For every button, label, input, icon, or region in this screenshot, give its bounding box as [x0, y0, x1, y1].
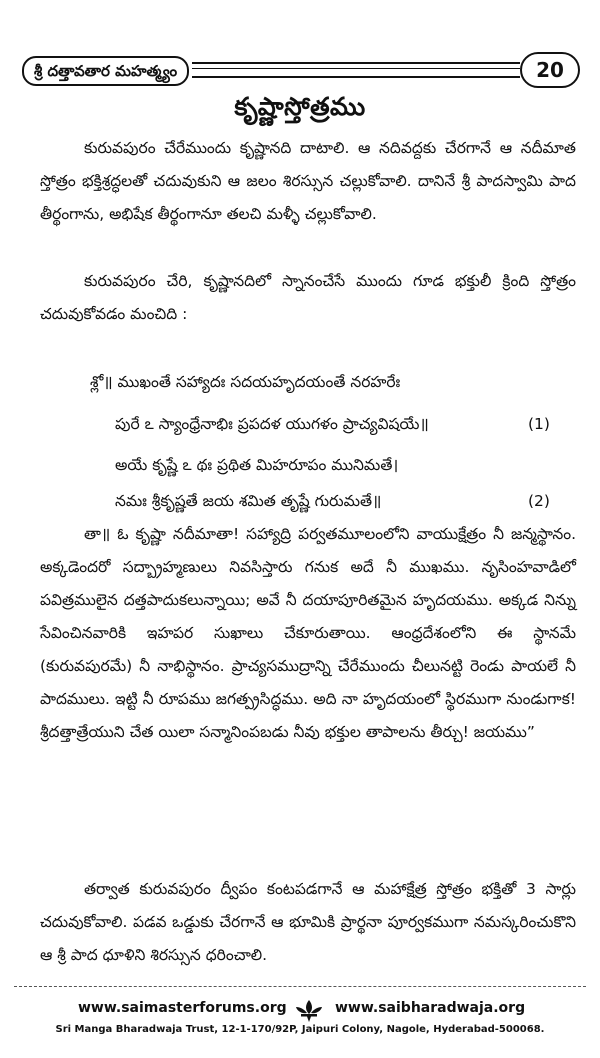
fleur-de-lis-icon: [292, 998, 326, 1024]
page-number: 20: [520, 52, 580, 88]
page-header: [22, 52, 580, 88]
paragraph-3: తా॥ ఓ కృష్ణా నదీమాతా! సహ్యాద్రి పర్వతమూలంలోని వాయుక్షేత్రం నీ జన్మస్థానం. అక్కడెందరో సద్బ్రాహ్మణులు నివసిస్తారు గనుక అదే నీ ముఖము. నృసింహవాడిలో పవిత్రములైన దత్తపాదుకలున్నాయి; అవే నీ దయాపూరితమైన హృదయము. అక్కడ నిన్ను సేవించినవారికి ఇహపర సుఖాలు చేకూరుతాయి. ఆంధ్రదేశంలోని ఈ స్థానమే (కురువపురమే) నీ నాభిస్థానం. ప్రాచ్యసముద్రాన్ని చేరేముందు చీలునట్టి రెండు పాయలే నీ పాదములు. ఇట్టి నీ రూపము జగత్ప్రసిద్ధము. అది నా హృదయంలో స్థిరముగా నుండుగాక! శ్రీదత్తాత్రేయుని చేత యిలా సన్మానింపబడు నీవు భక్తుల తాపాలను తీర్చు! జయము”: [40, 525, 576, 741]
book-title: శ్రీ దత్తావతార మహత్మ్యం: [22, 56, 189, 86]
chapter-title: కృష్ణాస్తోత్రము: [234, 92, 366, 121]
site-link-right[interactable]: www.saibharadwaja.org: [335, 1000, 526, 1016]
shloka-number-1: (1): [528, 415, 550, 433]
paragraph-4: తర్వాత కురువపురం ద్వీపం కంటపడగానే ఆ మహాక్షేత్ర స్తోత్రం భక్తితో 3 సార్లు చదువుకోవాలి. పడవ ఒడ్డుకు చేరగానే ఆ భూమికి ప్రార్థనా పూర్వకముగా నమస్కరించుకొని ఆ శ్రీ పాద ధూళిని శిరస్సున ధరించాలి.: [40, 880, 576, 964]
footer-rule: [14, 986, 586, 987]
header-rule: [192, 62, 520, 78]
site-link-left[interactable]: www.saimasterforums.org: [78, 1000, 287, 1016]
shloka-line-3: అయే కృష్ణే ఽ థః ప్రథిత మిహరూపం మునిమతే।: [115, 456, 399, 474]
footer-links: [0, 1000, 600, 1022]
shloka-line-2: పురే ఽ స్యాంధ్రేనాభిః ప్రపదళ యుగళం ప్రాచ్యవిషయే॥: [115, 415, 429, 433]
shloka-number-2: (2): [528, 492, 550, 510]
trust-address: Sri Manga Bharadwaja Trust, 12-1-170/92P, Jaipuri Colony, Nagole, Hyderabad-500068.: [55, 1024, 545, 1035]
shloka-line-1: శ్లో॥ ముఖంతే సహ్యాదః సదయహృదయంతే నరహరేః: [90, 373, 401, 391]
paragraph-1: కురువపురం చేరేముందు కృష్ణానది దాటాలి. ఆ నదివద్దకు చేరగానే ఆ నదీమాత స్తోత్రం భక్తిశ్రద్ధలతో చదువుకుని ఆ జలం శిరస్సున చల్లుకోవాలి. దానినే శ్రీ పాదస్వామి పాద తీర్థంగాను, అభిషేక తీర్థంగానూ తలచి మళ్ళీ చల్లుకోవాలి.: [40, 139, 576, 223]
shloka-line-4: నమః శ్రీకృష్ణతే జయ శమిత తృష్ణే గురుమతే॥: [115, 492, 382, 510]
paragraph-2: కురువపురం చేరి, కృష్ణానదిలో స్నానంచేసే ముందు గూడ భక్తులీ క్రింది స్తోత్రం చదువుకోవడం మంచిది :: [40, 272, 576, 323]
